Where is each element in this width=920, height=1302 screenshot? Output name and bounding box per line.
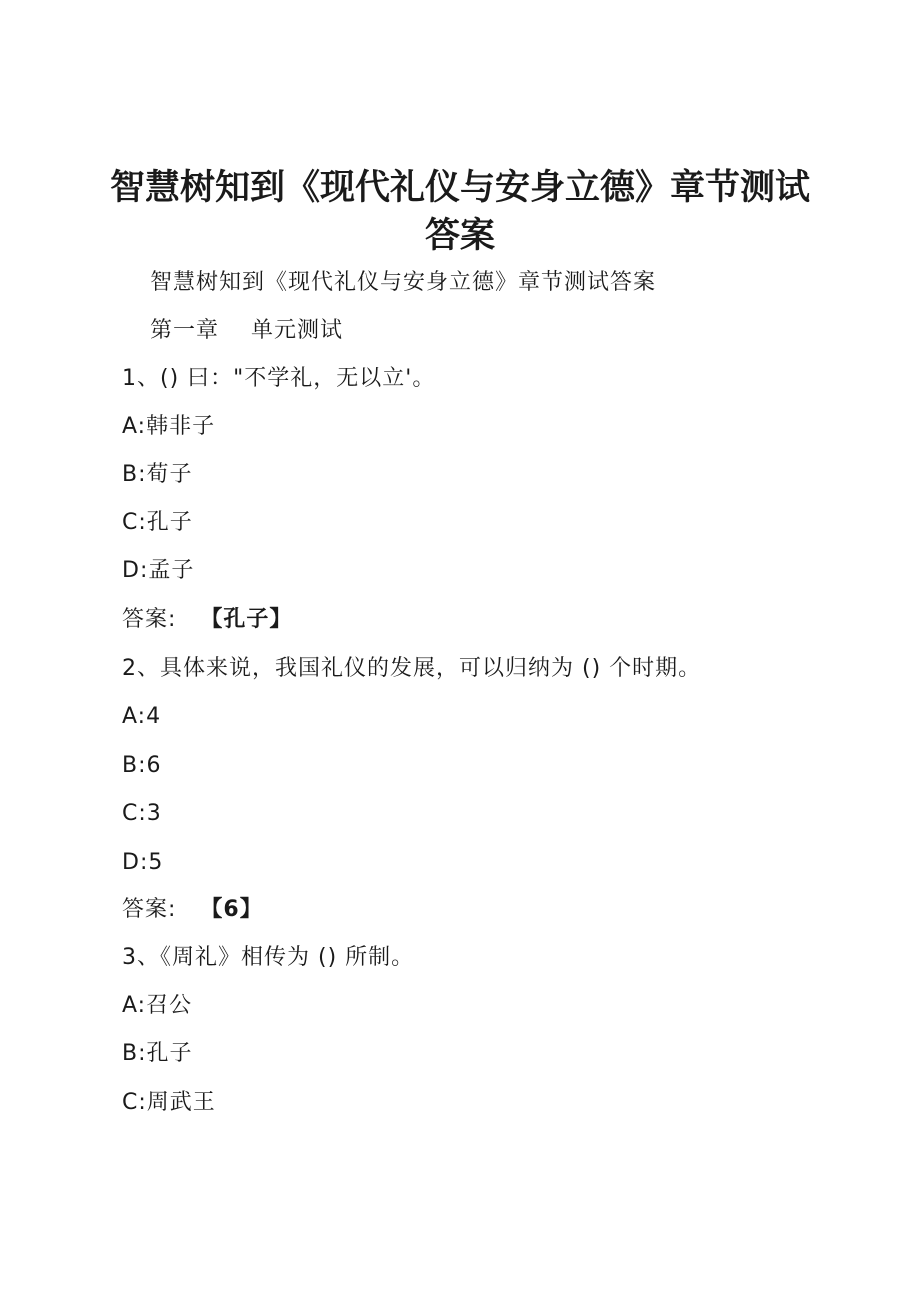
question-2-option-b: B:6 bbox=[122, 753, 162, 778]
question-1-answer bbox=[122, 605, 292, 635]
answer-label: 答案: bbox=[122, 607, 177, 632]
question-1-stem: 1、() 曰："不学礼，无以立'。 bbox=[122, 366, 436, 391]
question-3-option-c: C:周武王 bbox=[122, 1090, 216, 1115]
answer-label: 答案: bbox=[122, 897, 177, 922]
question-3-option-b: B:孔子 bbox=[122, 1041, 193, 1066]
question-1-option-a: A:韩非子 bbox=[122, 414, 216, 439]
answer-value: 【6】 bbox=[200, 897, 263, 922]
chapter-heading: 第一章 单元测试 bbox=[150, 318, 343, 343]
question-3-stem: 3、《周礼》相传为 () 所制。 bbox=[122, 945, 415, 970]
question-2-option-c: C:3 bbox=[122, 801, 162, 826]
document-title-line-2: 答案 bbox=[424, 216, 495, 256]
answer-value: 【孔子】 bbox=[200, 607, 293, 632]
document-subtitle: 智慧树知到《现代礼仪与安身立德》章节测试答案 bbox=[150, 270, 657, 295]
question-2-option-a: A:4 bbox=[122, 704, 162, 729]
question-2-option-d: D:5 bbox=[122, 850, 164, 875]
question-2-stem: 2、具体来说，我国礼仪的发展，可以归纳为 () 个时期。 bbox=[122, 656, 702, 681]
question-1-option-d: D:孟子 bbox=[122, 558, 195, 583]
question-2-answer bbox=[122, 895, 263, 925]
question-3-option-a: A:召公 bbox=[122, 993, 193, 1018]
document-title-line-1: 智慧树知到《现代礼仪与安身立德》章节测试 bbox=[109, 168, 810, 208]
question-1-option-b: B:荀子 bbox=[122, 462, 193, 487]
question-1-option-c: C:孔子 bbox=[122, 510, 193, 535]
